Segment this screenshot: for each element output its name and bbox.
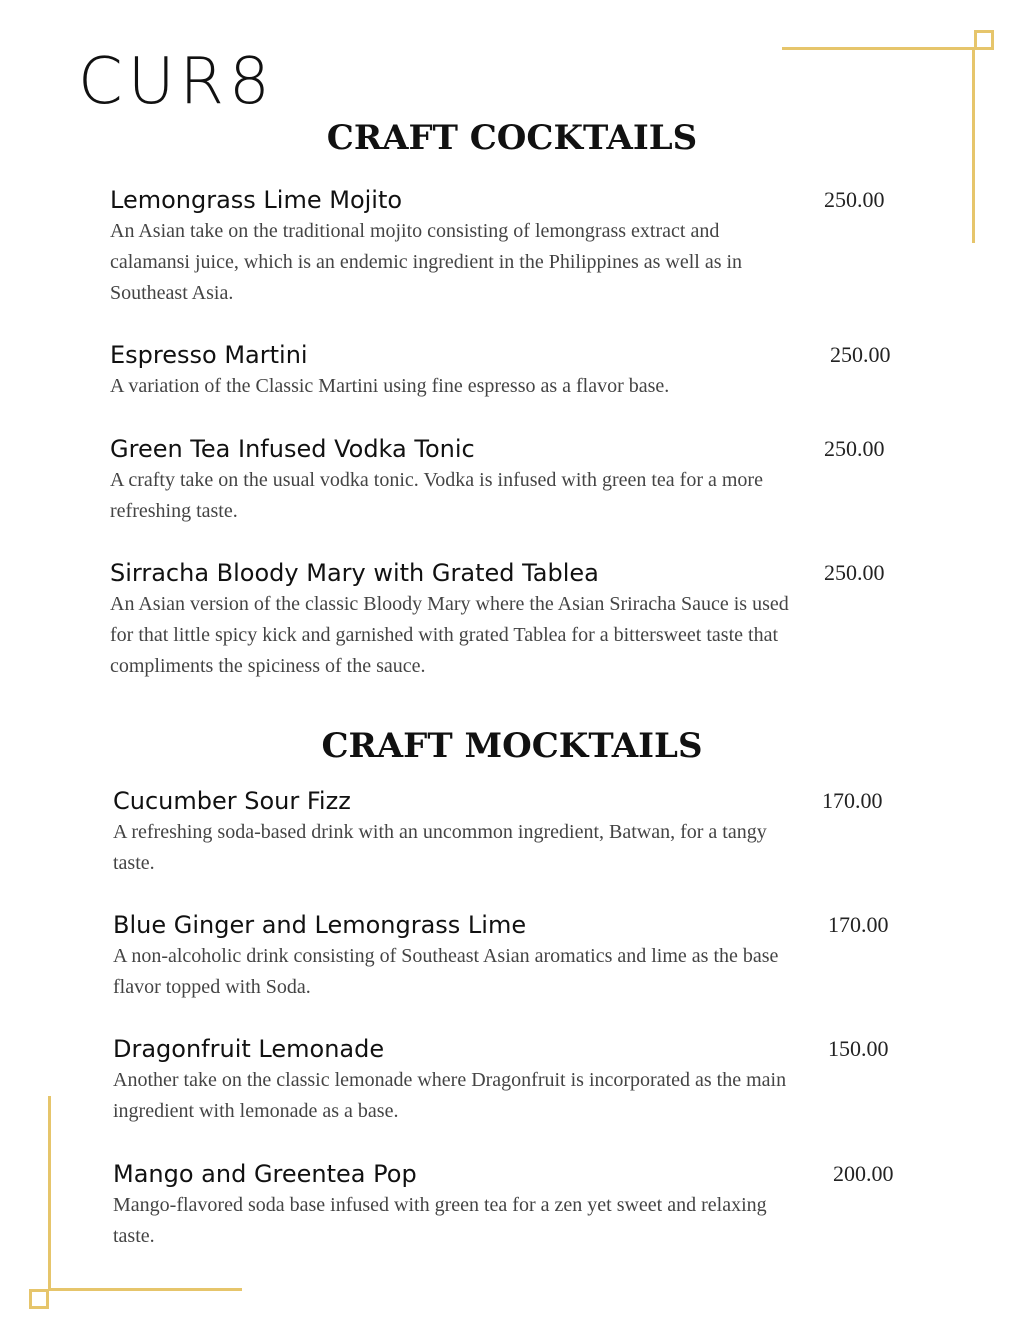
menu-item-price: 250.00	[824, 187, 885, 212]
menu-item-price: 250.00	[824, 436, 885, 461]
menu-item-description: Mango-flavored soda base infused with green tea for a zen yet sweet and relaxing taste.	[113, 1194, 767, 1247]
bottom-left-frame-square	[29, 1289, 49, 1309]
menu-item-name: Dragonfruit Lemonade	[113, 1035, 385, 1063]
menu-item-description: A non-alcoholic drink consisting of Southeast Asian aromatics and lime as the base flavor topped with Soda.	[113, 945, 779, 998]
menu-item-name: Mango and Greentea Pop	[113, 1160, 417, 1188]
menu-item-price: 170.00	[822, 788, 883, 813]
top-right-frame-square	[974, 30, 994, 50]
menu-item	[113, 911, 803, 1003]
menu-item-name: Blue Ginger and Lemongrass Lime	[113, 911, 527, 939]
menu-item-description: An Asian version of the classic Bloody Mary where the Asian Sriracha Sauce is used for that little spicy kick and garnished with grated Tablea for a bittersweet taste that compliments the spiciness of the sauce.	[110, 593, 789, 677]
menu-item	[110, 559, 800, 682]
bottom-left-frame-vertical-line	[48, 1096, 51, 1291]
brand-logo: CUR8	[78, 45, 275, 119]
menu-item-description: Another take on the classic lemonade where Dragonfruit is incorporated as the main ingredient with lemonade as a base.	[113, 1069, 787, 1122]
menu-item-name: Sirracha Bloody Mary with Grated Tablea	[110, 559, 599, 587]
menu-item	[113, 1160, 803, 1252]
menu-item-description: A refreshing soda-based drink with an uncommon ingredient, Batwan, for a tangy taste.	[113, 821, 767, 874]
menu-item-description: An Asian take on the traditional mojito consisting of lemongrass extract and calamansi juice, which is an endemic ingredient in the Philippines as well as in Southeast Asia.	[110, 220, 743, 304]
menu-item-name: Cucumber Sour Fizz	[113, 787, 351, 815]
menu-item-price: 250.00	[824, 560, 885, 585]
menu-item	[110, 341, 800, 402]
menu-item-price: 170.00	[828, 912, 889, 937]
menu-item	[110, 186, 800, 309]
menu-item	[110, 435, 800, 527]
menu-item	[113, 1035, 803, 1127]
top-right-frame-horizontal-line	[782, 47, 980, 50]
menu-item-name: Lemongrass Lime Mojito	[110, 186, 403, 214]
menu-item-name: Green Tea Infused Vodka Tonic	[110, 435, 475, 463]
menu-item-price: 150.00	[828, 1036, 889, 1061]
menu-item-price: 200.00	[833, 1161, 894, 1186]
menu-item-description: A variation of the Classic Martini using fine espresso as a flavor base.	[110, 375, 670, 397]
menu-item-price: 250.00	[830, 342, 891, 367]
menu-item-description: A crafty take on the usual vodka tonic. Vodka is infused with green tea for a more refreshing taste.	[110, 469, 763, 522]
menu-item-name: Espresso Martini	[110, 341, 308, 369]
menu-item	[113, 787, 803, 879]
bottom-left-frame-horizontal-line	[48, 1288, 242, 1291]
section-title-craft-mocktails: CRAFT MOCKTAILS	[321, 726, 703, 766]
section-title-craft-cocktails: CRAFT COCKTAILS	[326, 118, 698, 158]
